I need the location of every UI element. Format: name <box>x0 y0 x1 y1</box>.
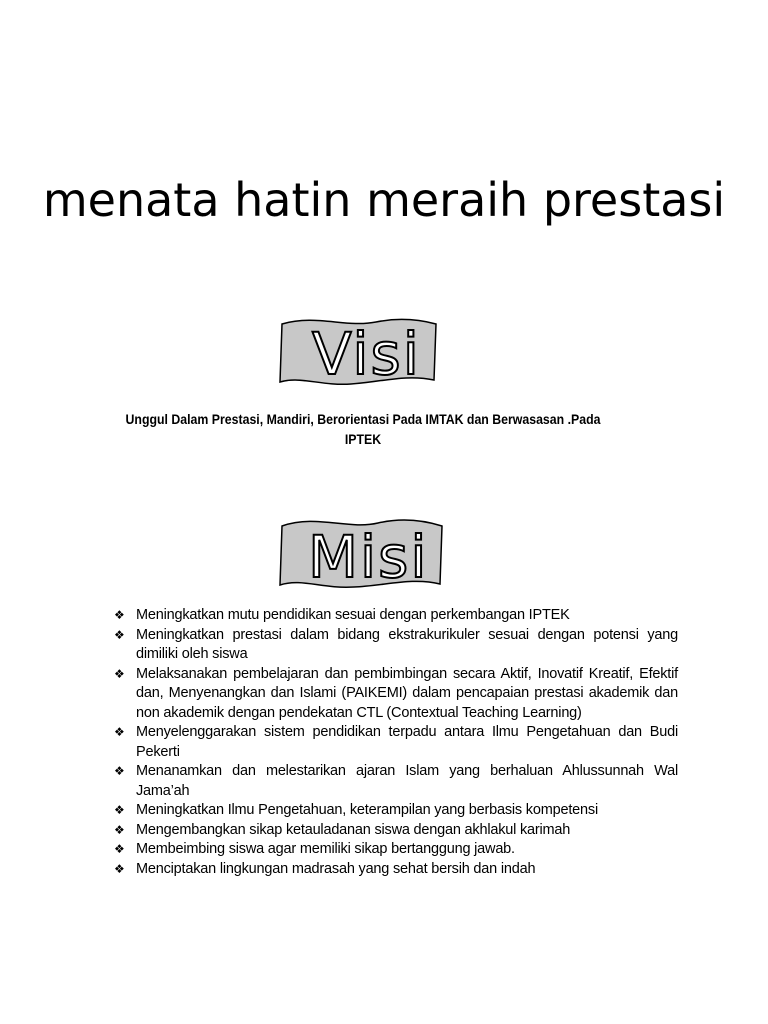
misi-list <box>114 606 678 879</box>
visi-heading: Visi <box>312 320 421 388</box>
diamond-bullet-icon: ❖ <box>114 666 125 681</box>
diamond-bullet-icon: ❖ <box>114 822 125 837</box>
diamond-bullet-icon: ❖ <box>114 764 125 778</box>
diamond-bullet-icon: ❖ <box>114 627 125 642</box>
diamond-bullet-icon: ❖ <box>114 842 125 856</box>
list-item: ❖ Meningkatkan prestasi dalam bidang ekstrakurikuler sesuai dengan potensi yang dimiliki oleh siswa <box>114 626 678 662</box>
visi-statement: Unggul Dalam Prestasi, Mandiri, Berorientasi Pada IMTAK dan Berwasasan .Pada IPTEK <box>125 411 601 447</box>
list-item: ❖ Menciptakan lingkungan madrasah yang sehat bersih dan indah <box>114 860 678 880</box>
list-item: ❖ Meningkatkan Ilmu Pengetahuan, keterampilan yang berbasis kompetensi <box>114 801 678 821</box>
list-item: ❖ Membeimbing siswa agar memiliki sikap bertanggung jawab. <box>114 840 678 860</box>
page-title: menata hatin meraih prestasi <box>42 173 726 227</box>
diamond-bullet-icon: ❖ <box>114 608 125 622</box>
list-item: ❖ Melaksanakan pembelajaran dan pembimbingan secara Aktif, Inovatif Kreatif, Efektif dan, Menyenangkan dan Islami (PAIKEMI) dalam pencapaian prestasi akademik dan non akademik dengan pendekatan CTL (Contextual Teaching Learning) <box>114 665 678 721</box>
diamond-bullet-icon: ❖ <box>114 725 125 739</box>
list-item: ❖ Menanamkan dan melestarikan ajaran Islam yang berhaluan Ahlussunnah Wal Jama’ah <box>114 763 678 799</box>
list-item: ❖ Meningkatkan mutu pendidikan sesuai dengan perkembangan IPTEK <box>114 606 678 626</box>
misi-wordart <box>276 514 448 590</box>
list-item: ❖ Menyelenggarakan sistem pendidikan terpadu antara Ilmu Pengetahuan dan Budi Pekerti <box>114 724 678 760</box>
diamond-bullet-icon: ❖ <box>114 803 125 817</box>
list-item: ❖ Mengembangkan sikap ketauladanan siswa dengan akhlakul karimah <box>114 821 678 841</box>
visi-wordart <box>276 314 440 388</box>
misi-heading: Misi <box>308 523 429 590</box>
diamond-bullet-icon: ❖ <box>114 861 125 876</box>
